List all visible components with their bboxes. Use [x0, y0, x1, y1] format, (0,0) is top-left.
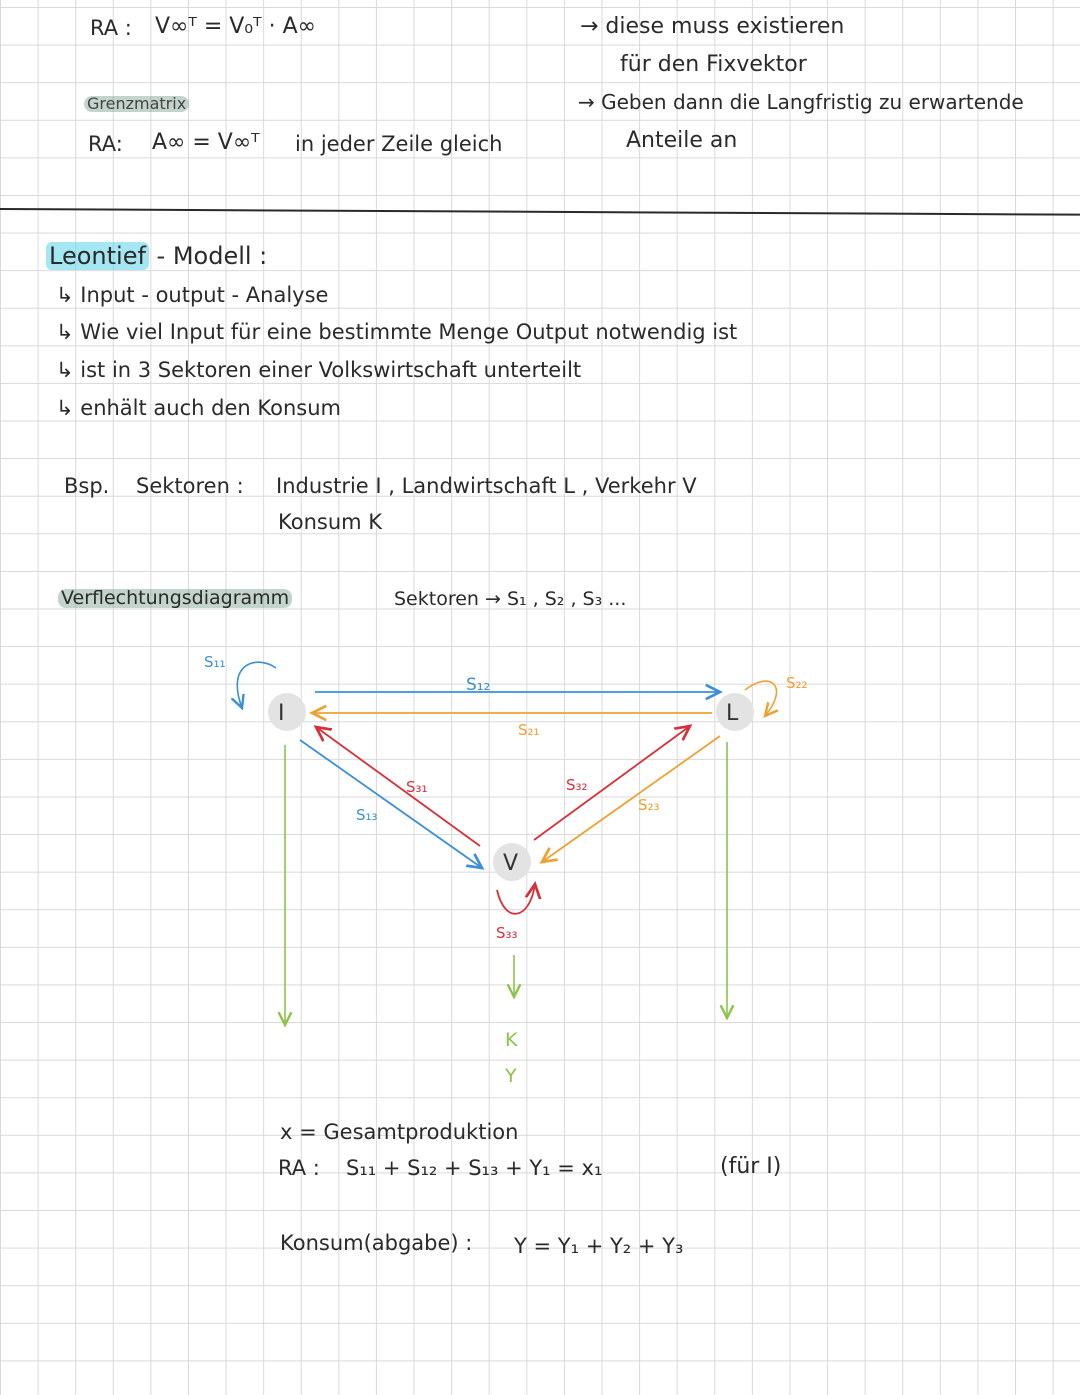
sektoren-list: Industrie I , Landwirtschaft L , Verkehr V — [276, 474, 697, 498]
leontief-item-1: ↳ Input - output - Analyse — [56, 283, 329, 307]
label-s12: S₁₂ — [466, 675, 491, 695]
arrow-s32 — [534, 726, 690, 840]
ra-label-3: RA : — [278, 1156, 320, 1180]
arrow-s13 — [300, 740, 482, 868]
balance-equation: S₁₁ + S₁₂ + S₁₃ + Y₁ = x₁ — [346, 1156, 603, 1180]
node-industrie — [268, 693, 306, 731]
note-fixvektor: für den Fixvektor — [620, 52, 807, 77]
x-definition: x = Gesamtproduktion — [280, 1120, 519, 1144]
note-langfristig: → Geben dann die Langfristig zu erwartende — [578, 90, 1024, 114]
node-label-l: L — [726, 701, 739, 726]
label-s33: S₃₃ — [496, 924, 518, 942]
ra-label-1: RA : — [90, 16, 132, 40]
label-s31: S₃₁ — [406, 778, 428, 796]
label-s21: S₂₁ — [518, 721, 540, 739]
label-s32: S₃₂ — [566, 776, 588, 794]
consumer-y: Y — [505, 1065, 517, 1087]
konsum-equation: Y = Y₁ + Y₂ + Y₃ — [514, 1234, 684, 1258]
note-existieren: → diese muss existieren — [580, 14, 845, 39]
arrow-s31 — [316, 727, 480, 846]
label-s13: S₁₃ — [356, 806, 378, 824]
label-s11: S₁₁ — [204, 653, 226, 671]
grenzmatrix-note: in jeder Zeile gleich — [295, 132, 503, 156]
label-s22: S₂₂ — [786, 674, 808, 692]
grenzmatrix-equation: A∞ = V∞ᵀ — [152, 130, 260, 155]
arrow-s23 — [542, 736, 720, 862]
sektoren-label: Sektoren : — [136, 474, 244, 498]
note-anteile: Anteile an — [626, 128, 738, 153]
consumer-k: K — [505, 1029, 518, 1051]
balance-note: (für I) — [720, 1154, 782, 1179]
leontief-item-3: ↳ ist in 3 Sektoren einer Volkswirtschaft unterteilt — [56, 358, 582, 382]
leontief-item-4: ↳ enhält auch den Konsum — [56, 396, 341, 420]
sektoren-konsum: Konsum K — [278, 510, 383, 534]
node-label-v: V — [503, 851, 519, 876]
label-s23: S₂₃ — [638, 796, 660, 814]
leontief-item-2: ↳ Wie viel Input für eine bestimmte Menge Output notwendig ist — [56, 320, 738, 344]
loop-s33 — [497, 884, 535, 914]
sektoren-note: Sektoren → S₁ , S₂ , S₃ ... — [394, 588, 627, 610]
verflechtung-heading: Verflechtungsdiagramm — [58, 589, 292, 608]
ra-label-2: RA: — [88, 132, 123, 156]
grenzmatrix-heading: Grenzmatrix — [84, 96, 189, 112]
fixvektor-equation: V∞ᵀ = V₀ᵀ · A∞ — [155, 14, 316, 39]
bsp-label: Bsp. — [64, 474, 110, 498]
leontief-title-highlight: Leontief — [46, 242, 149, 270]
node-label-i: I — [278, 701, 285, 726]
loop-s11 — [237, 662, 276, 708]
konsum-label: Konsum(abgabe) : — [280, 1231, 473, 1255]
leontief-title-rest: - Modell : — [148, 242, 268, 270]
